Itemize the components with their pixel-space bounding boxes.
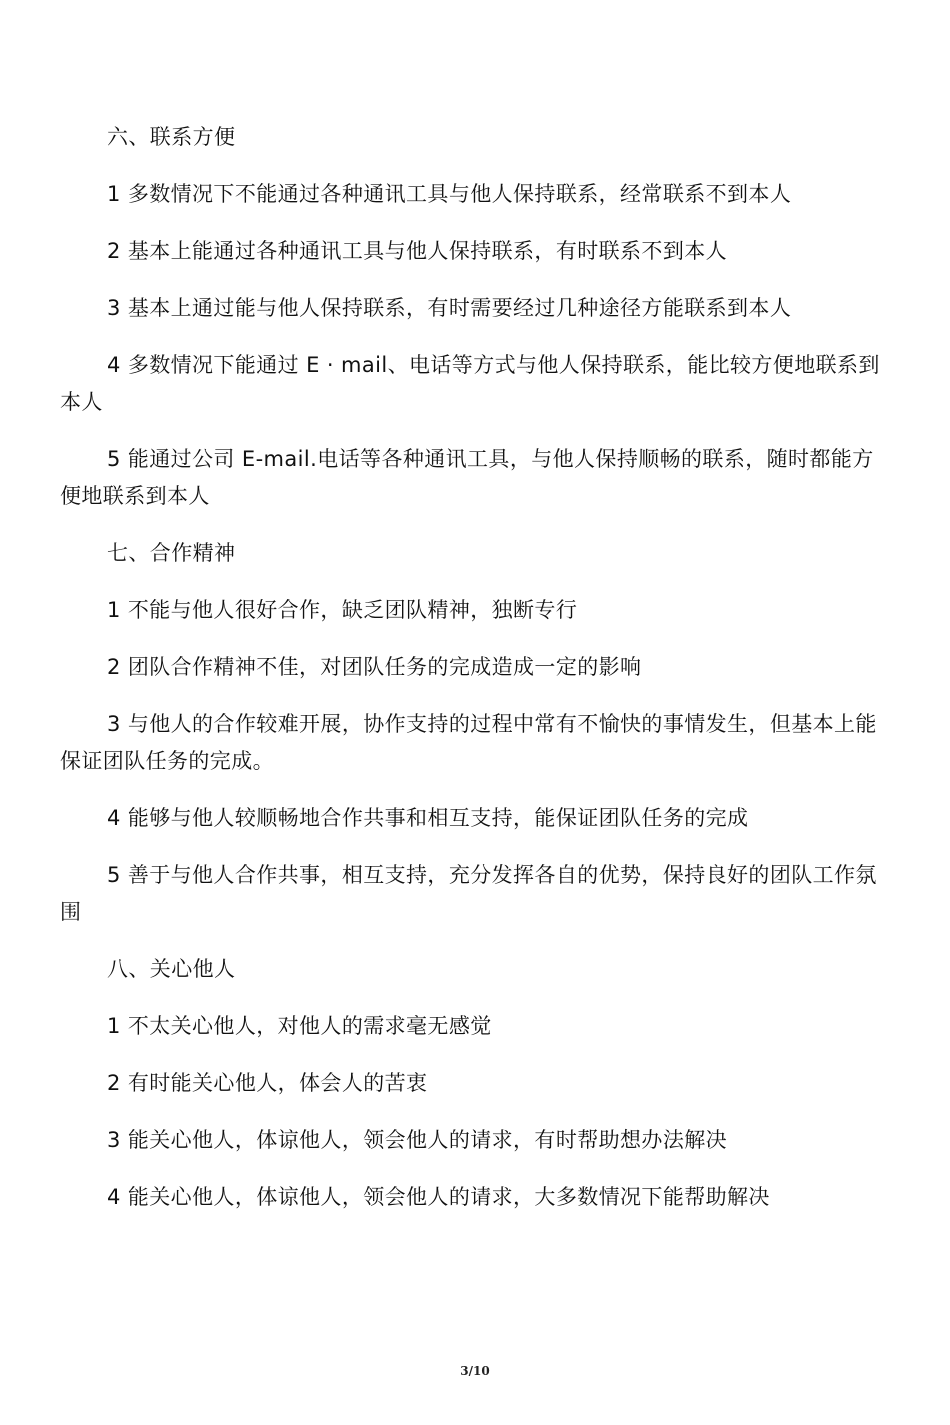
contact-level-5: 5 能通过公司 E-mail.电话等各种通讯工具，与他人保持顺畅的联系，随时都能方便地联系到本人 bbox=[60, 447, 874, 508]
cooperation-level-2: 2 团队合作精神不佳，对团队任务的完成造成一定的影响 bbox=[107, 655, 642, 679]
caring-level-2: 2 有时能关心他人，体会人的苦衷 bbox=[107, 1071, 428, 1095]
page-number: 3/10 bbox=[460, 1364, 490, 1378]
caring-level-1: 1 不太关心他人，对他人的需求毫无感觉 bbox=[107, 1014, 492, 1038]
contact-level-1: 1 多数情况下不能通过各种通讯工具与他人保持联系，经常联系不到本人 bbox=[107, 182, 792, 206]
cooperation-level-1: 1 不能与他人很好合作，缺乏团队精神，独断专行 bbox=[107, 598, 578, 622]
document-body bbox=[60, 119, 888, 1236]
cooperation-level-5: 5 善于与他人合作共事，相互支持，充分发挥各自的优势，保持良好的团队工作氛围 bbox=[60, 863, 877, 924]
section-heading-contact: 六、联系方便 bbox=[107, 125, 236, 149]
cooperation-level-4: 4 能够与他人较顺畅地合作共事和相互支持，能保证团队任务的完成 bbox=[107, 806, 749, 830]
section-heading-caring: 八、关心他人 bbox=[107, 957, 236, 981]
contact-level-4: 4 多数情况下能通过 E · mail、电话等方式与他人保持联系，能比较方便地联系到本人 bbox=[60, 353, 880, 414]
caring-level-4: 4 能关心他人，体谅他人，领会他人的请求，大多数情况下能帮助解决 bbox=[107, 1185, 770, 1209]
contact-level-2: 2 基本上能通过各种通讯工具与他人保持联系，有时联系不到本人 bbox=[107, 239, 728, 263]
caring-level-3: 3 能关心他人，体谅他人，领会他人的请求，有时帮助想办法解决 bbox=[107, 1128, 728, 1152]
contact-level-3: 3 基本上通过能与他人保持联系，有时需要经过几种途径方能联系到本人 bbox=[107, 296, 792, 320]
cooperation-level-3: 3 与他人的合作较难开展，协作支持的过程中常有不愉快的事情发生，但基本上能保证团队任务的完成。 bbox=[60, 712, 877, 773]
section-heading-cooperation: 七、合作精神 bbox=[107, 541, 236, 565]
